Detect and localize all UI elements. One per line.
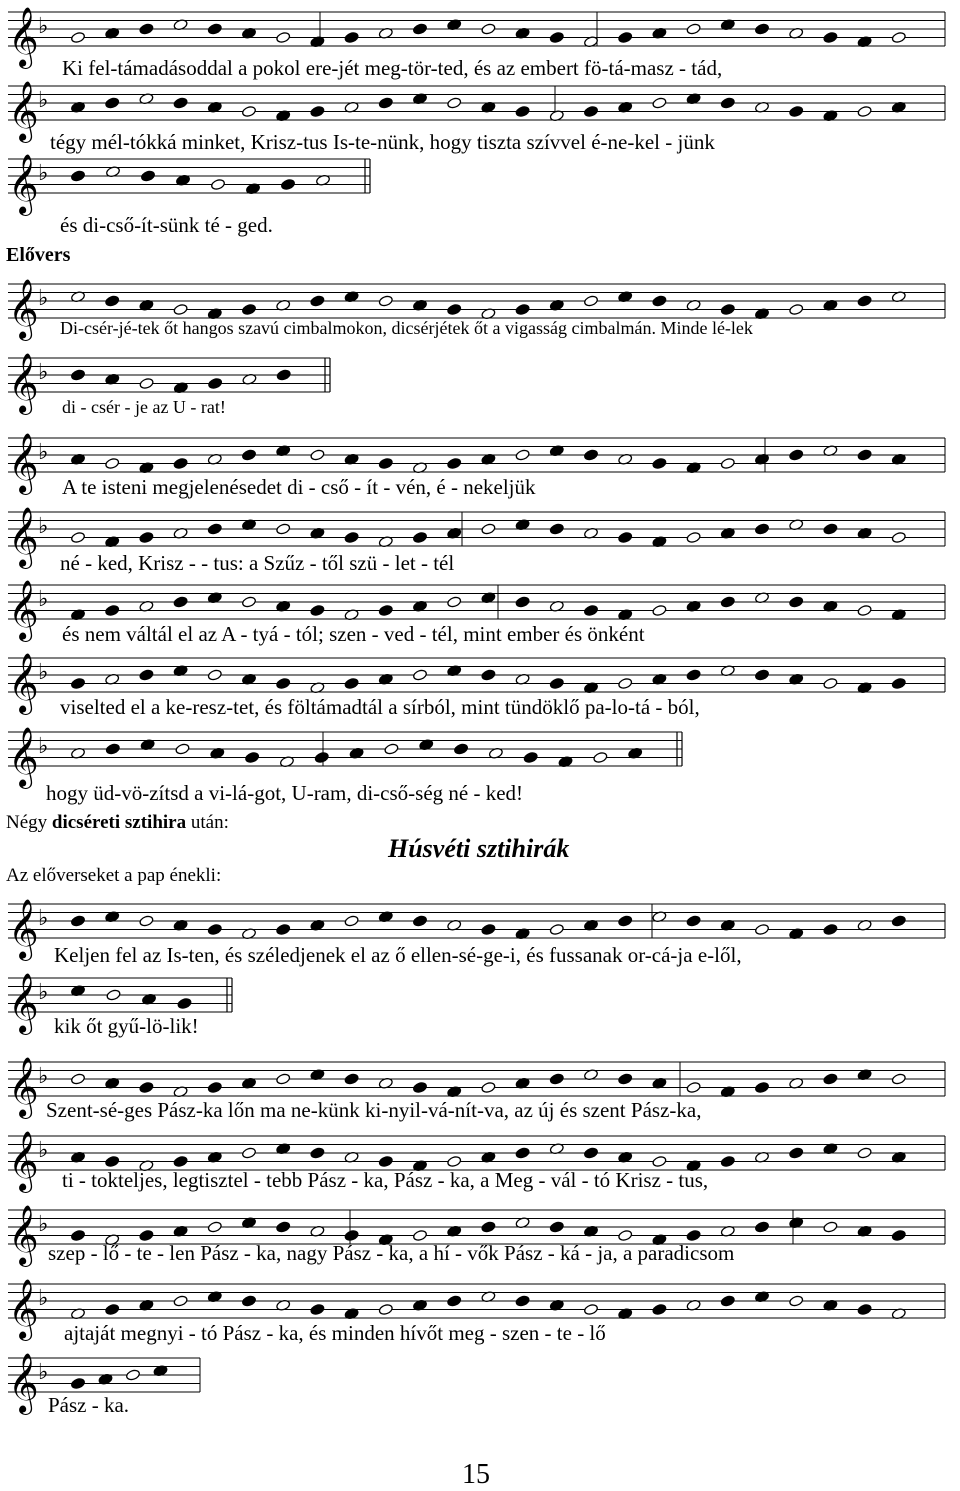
quarter-note-head [173, 457, 188, 469]
half-note-head [686, 1081, 701, 1093]
lyric-line-3: és di-cső-ít-sünk té - ged. [60, 213, 273, 237]
quarter-note-head [276, 677, 291, 689]
negy-bold: dicséreti sztihira [51, 812, 187, 833]
quarter-note-head [823, 523, 838, 535]
heading-negy-dicsereti [6, 812, 229, 834]
half-note-head [276, 523, 291, 535]
quarter-note-head [378, 457, 393, 469]
heading-elovers: Elővers [6, 244, 71, 266]
lyric-line-6: A te isteni megjelenésedet di - cső - ít - vén, é - nekeljük [62, 475, 536, 499]
half-note-head [175, 743, 190, 755]
flat-key-signature-icon: ♭ [38, 587, 49, 612]
quarter-note-head [549, 677, 564, 689]
treble-clef-icon: 𝄞 [8, 1353, 39, 1413]
quarter-note-head [652, 295, 667, 307]
treble-clef-icon: 𝄞 [8, 7, 39, 67]
half-note-head [481, 523, 496, 535]
quarter-note-head [857, 1303, 872, 1315]
half-note-head [789, 1295, 804, 1307]
quarter-note-head [686, 669, 701, 681]
quarter-note-head [139, 1229, 154, 1241]
half-note-head [412, 1229, 427, 1241]
flat-key-signature-icon: ♭ [38, 1212, 49, 1237]
quarter-note-head [70, 915, 85, 927]
treble-clef-icon: 𝄞 [8, 1279, 39, 1339]
quarter-note-head [720, 1155, 735, 1167]
quarter-note-head [523, 751, 538, 763]
half-note-head [105, 457, 120, 469]
quarter-note-head [454, 743, 469, 755]
quarter-note-head [105, 743, 120, 755]
quarter-note-head [378, 1155, 393, 1167]
half-note-head [652, 604, 667, 616]
quarter-note-head [789, 449, 804, 461]
quarter-note-head [105, 1155, 120, 1167]
half-note-head [447, 97, 462, 109]
quarter-note-head [70, 170, 85, 182]
lyric-line-9: viselted el a ke-resz-tet, és föltámadtál a sírból, mint tündöklő pa-lo-tá - ból, [60, 695, 700, 719]
quarter-note-head [378, 97, 393, 109]
quarter-note-head [515, 303, 530, 315]
quarter-note-head [276, 369, 291, 381]
lyric-line-13: Szent-sé-ges Pász-ka lőn ma ne-künk ki-nyil-vá-nít-va, az új és szent Pász-ka, [46, 1098, 702, 1122]
quarter-note-head [105, 295, 120, 307]
half-note-head [276, 31, 291, 43]
half-note-head [515, 449, 530, 461]
quarter-note-head [481, 669, 496, 681]
lyric-line-17: Pász - ka. [48, 1393, 130, 1417]
half-note-head [857, 105, 872, 117]
quarter-note-head [70, 1377, 85, 1389]
half-note-head [720, 457, 735, 469]
quarter-note-head [207, 23, 222, 35]
quarter-note-head [857, 295, 872, 307]
flat-key-signature-icon: ♭ [38, 14, 49, 39]
quarter-note-head [140, 170, 155, 182]
flat-key-signature-icon: ♭ [38, 514, 49, 539]
half-note-head [70, 31, 85, 43]
quarter-note-head [720, 97, 735, 109]
half-note-head [652, 97, 667, 109]
quarter-note-head [207, 523, 222, 535]
lyric-line-4: Di-csér-jé-tek őt hangos szavú cimbalmokon, dicsérjétek őt a vigasság cimbalmán. Minde lé-lek [60, 318, 753, 338]
lyric-line-12: kik őt gyű-lö-lik! [54, 1014, 199, 1038]
quarter-note-head [549, 31, 564, 43]
quarter-note-head [276, 923, 291, 935]
treble-clef-icon: 𝄞 [8, 1057, 39, 1117]
quarter-note-head [789, 596, 804, 608]
quarter-note-head [105, 604, 120, 616]
quarter-note-head [720, 596, 735, 608]
half-note-head [241, 1147, 256, 1159]
quarter-note-head [412, 23, 427, 35]
half-note-head [652, 1155, 667, 1167]
treble-clef-icon: 𝄞 [8, 973, 39, 1033]
quarter-note-head [652, 1303, 667, 1315]
quarter-note-head [754, 523, 769, 535]
quarter-note-head [208, 377, 223, 389]
quarter-note-head [70, 1229, 85, 1241]
half-note-head [891, 31, 906, 43]
quarter-note-head [618, 531, 633, 543]
quarter-note-head [789, 1147, 804, 1159]
quarter-note-head [241, 303, 256, 315]
quarter-note-head [344, 531, 359, 543]
quarter-note-head [412, 915, 427, 927]
quarter-note-head [754, 23, 769, 35]
half-note-head [754, 923, 769, 935]
quarter-note-head [241, 449, 256, 461]
quarter-note-head [310, 1303, 325, 1315]
quarter-note-head [314, 751, 329, 763]
half-note-head [823, 677, 838, 689]
treble-clef-icon: 𝄞 [8, 1131, 39, 1191]
half-note-head [823, 1221, 838, 1233]
quarter-note-head [583, 604, 598, 616]
lyric-line-15: szep - lő - te - len Pász - ka, nagy Pász - ka, a hí - vők Pász - ká - ja, a paradicsom [48, 1241, 735, 1265]
heading-pap-enekli: Az előverseket a pap énekli: [6, 865, 222, 886]
quarter-note-head [173, 97, 188, 109]
quarter-note-head [515, 1147, 530, 1159]
half-note-head [857, 1147, 872, 1159]
half-note-head [70, 1073, 85, 1085]
flat-key-signature-icon: ♭ [38, 1138, 49, 1163]
quarter-note-head [105, 1303, 120, 1315]
quarter-note-head [515, 105, 530, 117]
flat-key-signature-icon: ♭ [38, 1360, 49, 1385]
half-note-head [583, 295, 598, 307]
quarter-note-head [310, 1147, 325, 1159]
quarter-note-head [241, 1295, 256, 1307]
lyric-line-2: tégy mél-tókká minket, Krisz-tus Is-te-nünk, hogy tiszta szívvel é-ne-kel - jünk [50, 130, 715, 154]
lyric-line-16: ajtaját megnyi - tó Pász - ka, és minden hívőt meg - szen - te - lő [64, 1321, 606, 1345]
quarter-note-head [549, 1073, 564, 1085]
staff-10 [0, 712, 686, 792]
quarter-note-head [207, 923, 222, 935]
quarter-note-head [583, 1147, 598, 1159]
half-note-head [173, 303, 188, 315]
half-note-head [173, 1295, 188, 1307]
treble-clef-icon: 𝄞 [8, 433, 39, 493]
quarter-note-head [412, 531, 427, 543]
quarter-note-head [891, 915, 906, 927]
quarter-note-head [549, 523, 564, 535]
lyric-line-14: ti - tokteljes, legtisztel - tebb Pász - ka, Pász - ka, a Meg - vál - tó Krisz - tus, [62, 1168, 709, 1192]
quarter-note-head [105, 97, 120, 109]
half-note-head [686, 23, 701, 35]
quarter-note-head [857, 449, 872, 461]
half-note-head [241, 105, 256, 117]
half-note-head [447, 1155, 462, 1167]
flat-key-signature-icon: ♭ [38, 906, 49, 931]
title-husveti-sztihirak: Húsvéti sztihirák [388, 834, 570, 863]
half-note-head [70, 531, 85, 543]
flat-key-signature-icon: ♭ [38, 980, 49, 1005]
flat-key-signature-icon: ♭ [38, 660, 49, 685]
quarter-note-head [823, 923, 838, 935]
quarter-note-head [245, 751, 260, 763]
half-note-head [207, 669, 222, 681]
half-note-head [593, 751, 608, 763]
quarter-note-head [344, 1229, 359, 1241]
lyric-line-11: Keljen fel az Is-ten, és széledjenek el az ő ellen-sé-ge-i, és fussanak or-cá-ja e-lől, [54, 943, 742, 967]
quarter-note-head [280, 178, 295, 190]
quarter-note-head [173, 596, 188, 608]
half-note-head [481, 23, 496, 35]
flat-key-signature-icon: ♭ [38, 286, 49, 311]
treble-clef-icon: 𝄞 [8, 154, 39, 214]
half-note-head [618, 1229, 633, 1241]
half-note-head [210, 178, 225, 190]
half-note-head [125, 1369, 140, 1381]
lyric-line-5: di - csér - je az U - rat! [62, 397, 226, 417]
quarter-note-head [583, 105, 598, 117]
quarter-note-head [481, 923, 496, 935]
half-note-head [139, 915, 154, 927]
page-number: 15 [462, 1459, 490, 1490]
quarter-note-head [177, 997, 192, 1009]
quarter-note-head [207, 1081, 222, 1093]
quarter-note-head [789, 105, 804, 117]
quarter-note-head [139, 531, 154, 543]
half-note-head [583, 1303, 598, 1315]
quarter-note-head [891, 677, 906, 689]
quarter-note-head [720, 1295, 735, 1307]
quarter-note-head [310, 604, 325, 616]
treble-clef-icon: 𝄞 [8, 653, 39, 713]
treble-clef-icon: 𝄞 [8, 279, 39, 339]
quarter-note-head [618, 1073, 633, 1085]
half-note-head [310, 449, 325, 461]
flat-key-signature-icon: ♭ [38, 1286, 49, 1311]
half-note-head [412, 669, 427, 681]
quarter-note-head [139, 669, 154, 681]
treble-clef-icon: 𝄞 [8, 1205, 39, 1265]
quarter-note-head [515, 596, 530, 608]
half-note-head [857, 604, 872, 616]
quarter-note-head [754, 1081, 769, 1093]
lyric-line-1: Ki fel-támadásoddal a pokol ere-jét meg-tör-ted, és az embert fö-tá-masz - tád, [62, 56, 723, 80]
flat-key-signature-icon: ♭ [38, 88, 49, 113]
half-note-head [139, 377, 154, 389]
quarter-note-head [70, 369, 85, 381]
quarter-note-head [344, 1073, 359, 1085]
half-note-head [106, 989, 121, 1001]
quarter-note-head [754, 1221, 769, 1233]
quarter-note-head [173, 1155, 188, 1167]
treble-clef-icon: 𝄞 [8, 580, 39, 640]
flat-key-signature-icon: ♭ [38, 360, 49, 385]
half-note-head [447, 596, 462, 608]
lyric-line-8: és nem váltál el az A - tyá - tól; szen - ved - tél, mint ember és önként [62, 622, 645, 646]
quarter-note-head [139, 23, 154, 35]
treble-clef-icon: 𝄞 [8, 353, 39, 413]
half-note-head [686, 531, 701, 543]
half-note-head [207, 1221, 222, 1233]
quarter-note-head [549, 1221, 564, 1233]
quarter-note-head [276, 1221, 291, 1233]
quarter-note-head [583, 449, 598, 461]
quarter-note-head [378, 604, 393, 616]
quarter-note-head [481, 1221, 496, 1233]
flat-key-signature-icon: ♭ [38, 161, 49, 186]
quarter-note-head [823, 1073, 838, 1085]
half-note-head [384, 743, 399, 755]
treble-clef-icon: 𝄞 [8, 727, 39, 787]
half-note-head [378, 295, 393, 307]
quarter-note-head [447, 1295, 462, 1307]
flat-key-signature-icon: ♭ [38, 1064, 49, 1089]
half-note-head [276, 1073, 291, 1085]
quarter-note-head [344, 677, 359, 689]
quarter-note-head [70, 677, 85, 689]
half-note-head [481, 1081, 496, 1093]
negy-prefix: Négy [6, 812, 52, 833]
half-note-head [344, 915, 359, 927]
quarter-note-head [754, 669, 769, 681]
half-note-head [891, 1073, 906, 1085]
quarter-note-head [720, 303, 735, 315]
quarter-note-head [618, 31, 633, 43]
quarter-note-head [652, 457, 667, 469]
negy-suffix: után: [186, 812, 229, 833]
quarter-note-head [139, 1081, 154, 1093]
quarter-note-head [344, 31, 359, 43]
quarter-note-head [891, 1229, 906, 1241]
half-note-head [789, 303, 804, 315]
quarter-note-head [686, 915, 701, 927]
half-note-head [241, 596, 256, 608]
quarter-note-head [447, 457, 462, 469]
quarter-note-head [412, 1081, 427, 1093]
half-note-head [549, 923, 564, 935]
quarter-note-head [515, 1295, 530, 1307]
quarter-note-head [686, 1229, 701, 1241]
treble-clef-icon: 𝄞 [8, 507, 39, 567]
half-note-head [891, 531, 906, 543]
lyric-line-7: né - ked, Krisz - - tus: a Szűz - től szü - let - tél [60, 551, 455, 575]
quarter-note-head [618, 915, 633, 927]
quarter-note-head [310, 295, 325, 307]
flat-key-signature-icon: ♭ [38, 440, 49, 465]
treble-clef-icon: 𝄞 [8, 81, 39, 141]
half-note-head [378, 1303, 393, 1315]
quarter-note-head [823, 31, 838, 43]
lyric-line-10: hogy üd-vö-zítsd a vi-lá-got, U-ram, di-cső-ség né - ked! [46, 781, 524, 805]
quarter-note-head [310, 105, 325, 117]
half-note-head [618, 677, 633, 689]
quarter-note-head [447, 303, 462, 315]
flat-key-signature-icon: ♭ [38, 734, 49, 759]
treble-clef-icon: 𝄞 [8, 899, 39, 959]
